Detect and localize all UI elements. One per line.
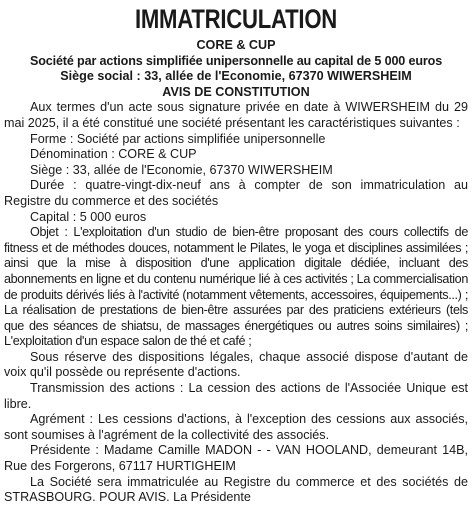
paragraph-registration: La Société sera immatriculée au Registre du commerce et des sociétés de STRASBOURG. POUR AVIS. La Présidente: [4, 474, 468, 505]
paragraph-transfer: Transmission des actions : La cession des actions de l'Associée Unique est libre.: [4, 381, 468, 411]
section-title: AVIS DE CONSTITUTION: [162, 84, 310, 99]
company-type: Société par actions simplifiée unipersonnelle au capital de 5 000 euros: [29, 53, 443, 68]
paragraph-purpose: Objet : L'exploitation d'un studio de bien-être proposant des cours collectifs de fitness et de méthodes douces, notamment le Pilates, le yoga et disciplines assimilées ; ainsi que la mise à disposition d'une application digitale dédiée, incluant des abonnements en ligne et du contenu numérique lié à ces activités ; La commercialisation de produits dérivés liés à l'activité (notamment vêtements, accessoires, équipements...) ; La réalisation de prestations de bien-être assurées par des praticiens extérieurs (tels que des séances de shiatsu, de massages énergétiques ou autres soins similaires) ; L'exploitation d'un espace salon de thé et café ;: [4, 225, 468, 349]
paragraph-voting: Sous réserve des dispositions légales, chaque associé dispose d'autant de voix qu'il possède ou représente d'actions.: [4, 349, 468, 380]
registered-office: Siège social : 33, allée de l'Economie, 67370 WIWERSHEIM: [60, 69, 412, 84]
paragraph-office: Siège : 33, allée de l'Economie, 67370 WIWERSHEIM: [30, 162, 333, 177]
paragraph-president: Présidente : Madame Camille MADON - - VAN HOOLAND, demeurant 14B, Rue des Forgerons, 67117 HURTIGHEIM: [4, 443, 468, 474]
company-name: CORE & CUP: [196, 38, 276, 52]
paragraph-duration: Durée : quatre-vingt-dix-neuf ans à compter de son immatriculation au Registre du commerce et des sociétés: [4, 178, 468, 208]
paragraph-name: Dénomination : CORE & CUP: [30, 147, 197, 162]
paragraph-approval: Agrément : Les cessions d'actions, à l'exception des cessions aux associés, sont soumises à l'agrément de la collectivité des associés.: [4, 412, 468, 442]
paragraph-form: Forme : Société par actions simplifiée unipersonnelle: [30, 131, 326, 146]
notice-heading: IMMATRICULATION: [134, 4, 338, 34]
paragraph-capital: Capital : 5 000 euros: [30, 209, 147, 224]
paragraph-intro: Aux termes d'un acte sous signature privée en date à WIWERSHEIM du 29 mai 2025, il a été constitué une société présentant les caractéristiques suivantes :: [4, 100, 468, 130]
